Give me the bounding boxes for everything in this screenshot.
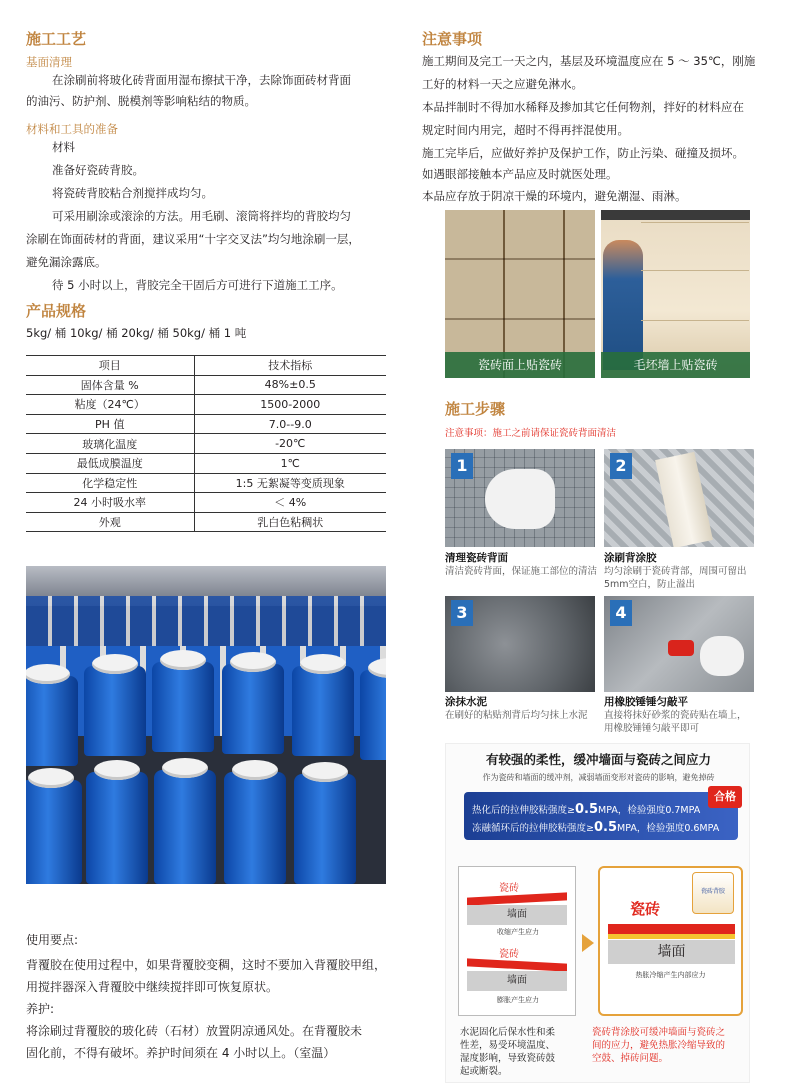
step-desc: 清洁瓷砖背面，保证施工部位的清洁 (445, 566, 598, 577)
barrel (84, 666, 146, 756)
photo-caption: 瓷砖面上贴瓷砖 (445, 352, 595, 378)
promo-infographic (445, 743, 750, 1083)
tile-on-bare-wall-photo (601, 210, 750, 378)
spec-line-1-unit: MPA，检验强度0.7MPA (598, 805, 701, 816)
tile-layer (608, 924, 735, 934)
rubber-mallet (668, 640, 694, 656)
table-cell: 7.0--9.0 (194, 414, 386, 434)
product-bucket: 瓷砖背胶 (692, 872, 734, 914)
step-desc: 均匀涂刷于瓷砖背部，周围可留出 (604, 566, 747, 577)
notes-line: 本品应存放于阴凉干燥的环境内，避免潮湿、雨淋。 (422, 189, 687, 203)
materials-line: 涂刷在饰面砖材的背面，建议采用“十字交叉法”均匀地涂刷一层， (26, 232, 360, 246)
spec-line-1 (472, 802, 700, 817)
materials-line: 将瓷砖背胶粘合剂搅拌成均匀。 (52, 186, 213, 200)
table-cell: 化学稳定性 (26, 473, 194, 493)
problem-caption-line: 水泥固化后保水性和柔 (460, 1027, 556, 1038)
usage-title: 使用要点: (26, 933, 79, 947)
notes-line: 施工完毕后，应做好养护及保护工作，防止污染、碰撞及损坏。 (422, 146, 744, 160)
adhesive-layer (608, 934, 735, 939)
materials-line: 待 5 小时以上，背胶完全干固后方可进行下道施工工序。 (52, 278, 343, 292)
barrel (154, 770, 216, 884)
spec-table (26, 355, 386, 532)
paint-roller (655, 452, 713, 547)
diagram-tile-label: 瓷砖 (630, 900, 661, 918)
notes-line: 本品拌制时不得加水稀释及掺加其它任何物剂，拌好的材料应在 (422, 100, 744, 114)
barrel (360, 670, 386, 760)
diagram-solution (598, 866, 743, 1016)
table-cell: -20℃ (194, 434, 386, 454)
barrel (294, 774, 356, 884)
materials-line: 准备好瓷砖背胶。 (52, 163, 144, 177)
steps-notice: 注意事项：施工之前请保证瓷砖背面清洁 (445, 428, 617, 439)
solution-caption-line: 空鼓、掉砖问题。 (592, 1053, 669, 1064)
table-cell: PH 值 (26, 414, 194, 434)
base-cleaning-line-2: 的油污、防护剂、脱模剂等影响粘结的物质。 (26, 94, 256, 108)
stress-label: 膨胀产生应力 (497, 996, 539, 1004)
step-number: 4 (610, 600, 632, 626)
step-title: 涂抹水泥 (445, 696, 487, 708)
worker-figure (603, 240, 643, 370)
spec-line-2-unit: MPA，检验强度0.6MPA (617, 823, 720, 834)
usage-line: 背覆胶在使用过程中，如果背覆胶变稠，这时不要加入背覆胶甲组， (26, 958, 387, 972)
table-cell: 玻璃化温度 (26, 434, 194, 454)
tile-on-tile-photo (445, 210, 595, 378)
notes-line: 工好的材料一天之应避免淋水。 (422, 77, 583, 91)
promo-subline: 作为瓷砖和墙面的缓冲剂，减弱墙面变形对瓷砖的影响，避免掉砖 (482, 773, 715, 782)
step-title: 清理瓷砖背面 (445, 552, 508, 564)
photo-caption: 毛坯墙上贴瓷砖 (601, 352, 750, 378)
spec-line-2-value: 0.5 (593, 820, 617, 835)
diagram-tile-label: 瓷砖 (499, 949, 519, 960)
table-row (26, 453, 386, 473)
arrow-right-icon (582, 934, 594, 952)
spec-line-1-pre: 热化后的拉伸胶粘强度≥ (472, 805, 575, 816)
table-row (26, 395, 386, 415)
packaging-text: 5kg/ 桶 10kg/ 桶 20kg/ 桶 50kg/ 桶 1 吨 (26, 326, 247, 340)
problem-caption-line: 湿度影响，导致瓷砖鼓 (460, 1053, 556, 1064)
product-barrels-photo (26, 566, 386, 884)
stress-label: 热胀冷缩产生内部应力 (635, 971, 706, 979)
title-construction: 施工工艺 (26, 30, 87, 48)
solution-caption-line: 瓷砖背涂胶可缓冲墙面与瓷砖之 (592, 1027, 726, 1038)
diagram-wall-label: 墙面 (467, 905, 567, 925)
materials-line: 避免漏涂露底。 (26, 255, 107, 269)
table-row (26, 414, 386, 434)
subtitle-base-cleaning: 基面清理 (26, 55, 72, 69)
photo-top-strip (601, 210, 750, 220)
table-row (26, 473, 386, 493)
title-notes: 注意事项 (422, 30, 483, 48)
materials-line: 材料 (52, 140, 75, 154)
barrel (26, 676, 78, 766)
diagram-wall-label: 墙面 (608, 940, 735, 964)
notes-line: 施工期间及完工一天之内，基层及环境温度应在 5 ～ 35℃，刚施 (422, 54, 756, 68)
step-3-photo (445, 596, 595, 692)
table-row (26, 493, 386, 513)
step-title: 用橡胶锤锤匀敲平 (604, 696, 688, 708)
tile-seam (641, 222, 749, 223)
materials-line: 可采用刷涂或滚涂的方法。用毛刷、滚筒将拌均的背胶均匀 (52, 209, 351, 223)
table-cell: 48%±0.5 (194, 375, 386, 395)
step-desc: 在刷好的粘贴剂背后均匀抹上水泥 (445, 710, 588, 721)
maintenance-line: 将涂刷过背覆胶的玻化砖（石材）放置阴凉通风处。在背覆胶未 (26, 1024, 363, 1038)
table-header-cell: 技术指标 (194, 356, 386, 376)
step-number: 1 (451, 453, 473, 479)
diagram-tile-label: 瓷砖 (499, 883, 519, 894)
spec-line-2-pre: 冻融循环后的拉伸胶粘强度≥ (472, 823, 594, 834)
barrel (86, 772, 148, 884)
diagram-wall-label: 墙面 (467, 971, 567, 991)
tile-layer (467, 958, 567, 971)
title-spec: 产品规格 (26, 302, 87, 320)
gloved-hand (485, 469, 555, 529)
tile-seam (641, 270, 749, 271)
solution-caption-line: 间的应力，避免热胀冷缩导致的 (592, 1040, 726, 1051)
table-cell: 最低成膜温度 (26, 453, 194, 473)
barrel (224, 772, 286, 884)
usage-line: 用搅拌器深入背覆胶中继续搅拌即可恢复原状。 (26, 980, 279, 994)
qualified-badge: 合格 (708, 786, 742, 808)
table-row (26, 434, 386, 454)
subtitle-materials: 材料和工具的准备 (26, 122, 118, 136)
spec-line-2 (472, 820, 719, 835)
promo-headline: 有较强的柔性，缓冲墙面与瓷砖之间应力 (485, 752, 711, 767)
spec-banner (464, 792, 738, 840)
step-desc: 直接将抹好砂浆的瓷砖贴在墙上， (604, 710, 747, 721)
step-1-photo (445, 449, 595, 547)
maintenance-title: 养护: (26, 1002, 55, 1016)
notes-line: 规定时间内用完，超时不得再拌混使用。 (422, 123, 629, 137)
problem-caption-line: 起或断裂。 (460, 1066, 508, 1077)
title-steps: 施工步骤 (445, 400, 506, 418)
barrel (26, 780, 82, 884)
base-cleaning-line-1: 在涂刷前将玻化砖背面用湿布擦拭干净，去除饰面砖材背面 (52, 73, 351, 87)
spec-line-1-value: 0.5 (574, 802, 598, 817)
table-cell: ＜ 4% (194, 493, 386, 513)
notes-line: 如遇眼部接触本产品应及时就医处理。 (422, 167, 618, 181)
gloved-hand (700, 636, 744, 676)
table-header-cell: 项目 (26, 356, 194, 376)
table-cell: 24 小时吸水率 (26, 493, 194, 513)
step-desc: 5mm空白，防止溢出 (604, 579, 696, 590)
table-header-row (26, 356, 386, 376)
stress-label: 收缩产生应力 (497, 928, 539, 936)
tile-seam (641, 320, 749, 321)
table-row (26, 375, 386, 395)
table-cell: 1:5 无絮凝等变质现象 (194, 473, 386, 493)
step-title: 涂刷背涂胶 (604, 552, 657, 564)
step-desc: 用橡胶锤锤匀敲平即可 (604, 723, 700, 734)
table-cell: 外观 (26, 512, 194, 532)
table-cell: 粘度（24℃） (26, 395, 194, 415)
table-cell: 固体含量 % (26, 375, 194, 395)
table-cell: 1500-2000 (194, 395, 386, 415)
tile-layer (467, 892, 567, 905)
barrel (152, 662, 214, 752)
problem-caption (460, 1026, 555, 1078)
problem-caption-line: 性差，易受环境温度、 (460, 1040, 556, 1051)
maintenance-line: 固化前，不得有破坏。养护时间须在 4 小时以上。（室温） (26, 1046, 336, 1060)
step-number: 2 (610, 453, 632, 479)
barrel (292, 666, 354, 756)
solution-caption (592, 1026, 725, 1065)
diagram-problem (458, 866, 576, 1016)
barrel (222, 664, 284, 754)
step-number: 3 (451, 600, 473, 626)
table-cell: 乳白色粘稠状 (194, 512, 386, 532)
step-2-photo (604, 449, 754, 547)
step-4-photo (604, 596, 754, 692)
table-row (26, 512, 386, 532)
table-cell: 1℃ (194, 453, 386, 473)
